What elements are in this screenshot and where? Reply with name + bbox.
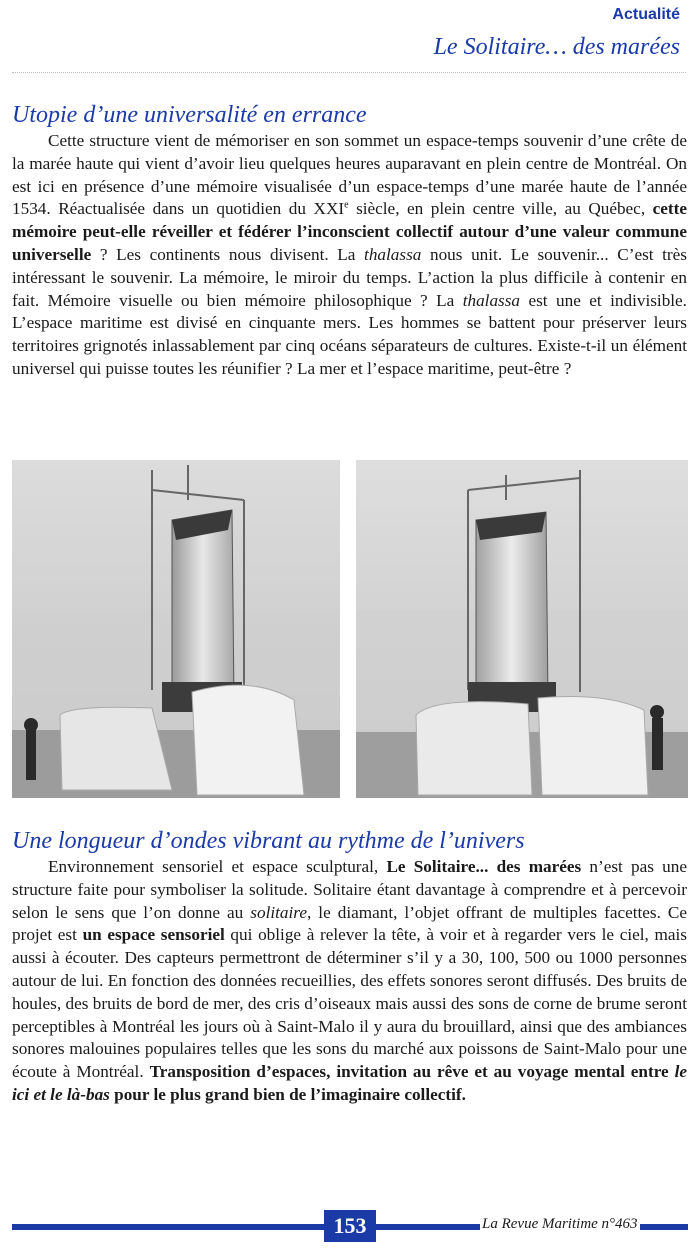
section-title-utopie: Utopie d’une universalité en errance bbox=[12, 102, 367, 128]
journal-name: La Revue Maritime n°463 bbox=[482, 1216, 638, 1232]
section-body-longueur-ondes: Environnement sensoriel et espace sculptural, Le Solitaire... des marées n’est pas une structure faite pour symboliser la solitude. Solitaire étant davantage à comprendre et à percevoir selon le sens que l’on donne au solitaire, le diamant, l’objet offrant de multiples facettes. Ce projet est un espace sensoriel qui oblige à relever la tête, à voir et à regarder vers le ciel, mais aussi à écouter. Des capteurs permettront de déterminer s’il y a 30, 100, 500 ou 1000 personnes autour de lui. En fonction des données recueillies, des effets sonores seront diffusés. Des bruits de houles, des bruits de bord de mer, des cris d’oiseaux mais aussi des sons de corne de brume seront perceptibles à Montréal les jours où à Saint-Malo il y aura du brouillard, ainsi que des ambiances sonores malouines populaires telles que les sons du marché aux poissons de Saint-Malo pour une écoute à Montréal. Transposition d’espaces, invitation au rêve et au voyage mental entre le ici et le là-bas pour le plus grand bien de l’imaginaire collectif. bbox=[12, 857, 688, 1104]
page-number: 153 bbox=[324, 1210, 376, 1242]
sculpture-photo-left bbox=[12, 460, 340, 798]
article-title: Le Solitaire… des marées bbox=[433, 34, 680, 60]
rubric-label: Actualité bbox=[612, 6, 680, 23]
header-divider bbox=[12, 72, 686, 73]
footer-rule-left bbox=[12, 1224, 324, 1230]
sculpture-photo-right bbox=[356, 460, 688, 798]
section-body-utopie: Cette structure vient de mémoriser en son sommet un espace-temps souvenir d’une crête de la marée haute qui vient d’avoir lieu quelques heures auparavant en plein centre de Montréal. On est ici en présence d’une mémoire visualisée d’un espace-temps d’une marée haute de l’année 1534. Réactualisée dans un quotidien du XXIe siècle, en plein centre ville, au Québec, cette mémoire peut-elle réveiller et fédérer l’inconscient collectif autour d’une valeur commune universelle ? Les continents nous divisent. La thalassa nous unit. Le souvenir... C’est très intéressant le souvenir. La mémoire, le miroir du temps. L’action la plus difficile à contenir en fait. Mémoire visuelle ou bien mémoire philosophique ? La thalassa est une et indivisible. L’espace maritime est divisé en cinquante mers. Les hommes se battent pour préserver leurs territoires grignotés inlassablement par cinq océans séparateurs de cultures. Existe-t-il un élément universel qui puisse toutes les réunifier ? La mer et l’espace maritime, peut-être ? bbox=[12, 131, 687, 378]
section-title-longueur-ondes: Une longueur d’ondes vibrant au rythme de l’univers bbox=[12, 828, 525, 854]
